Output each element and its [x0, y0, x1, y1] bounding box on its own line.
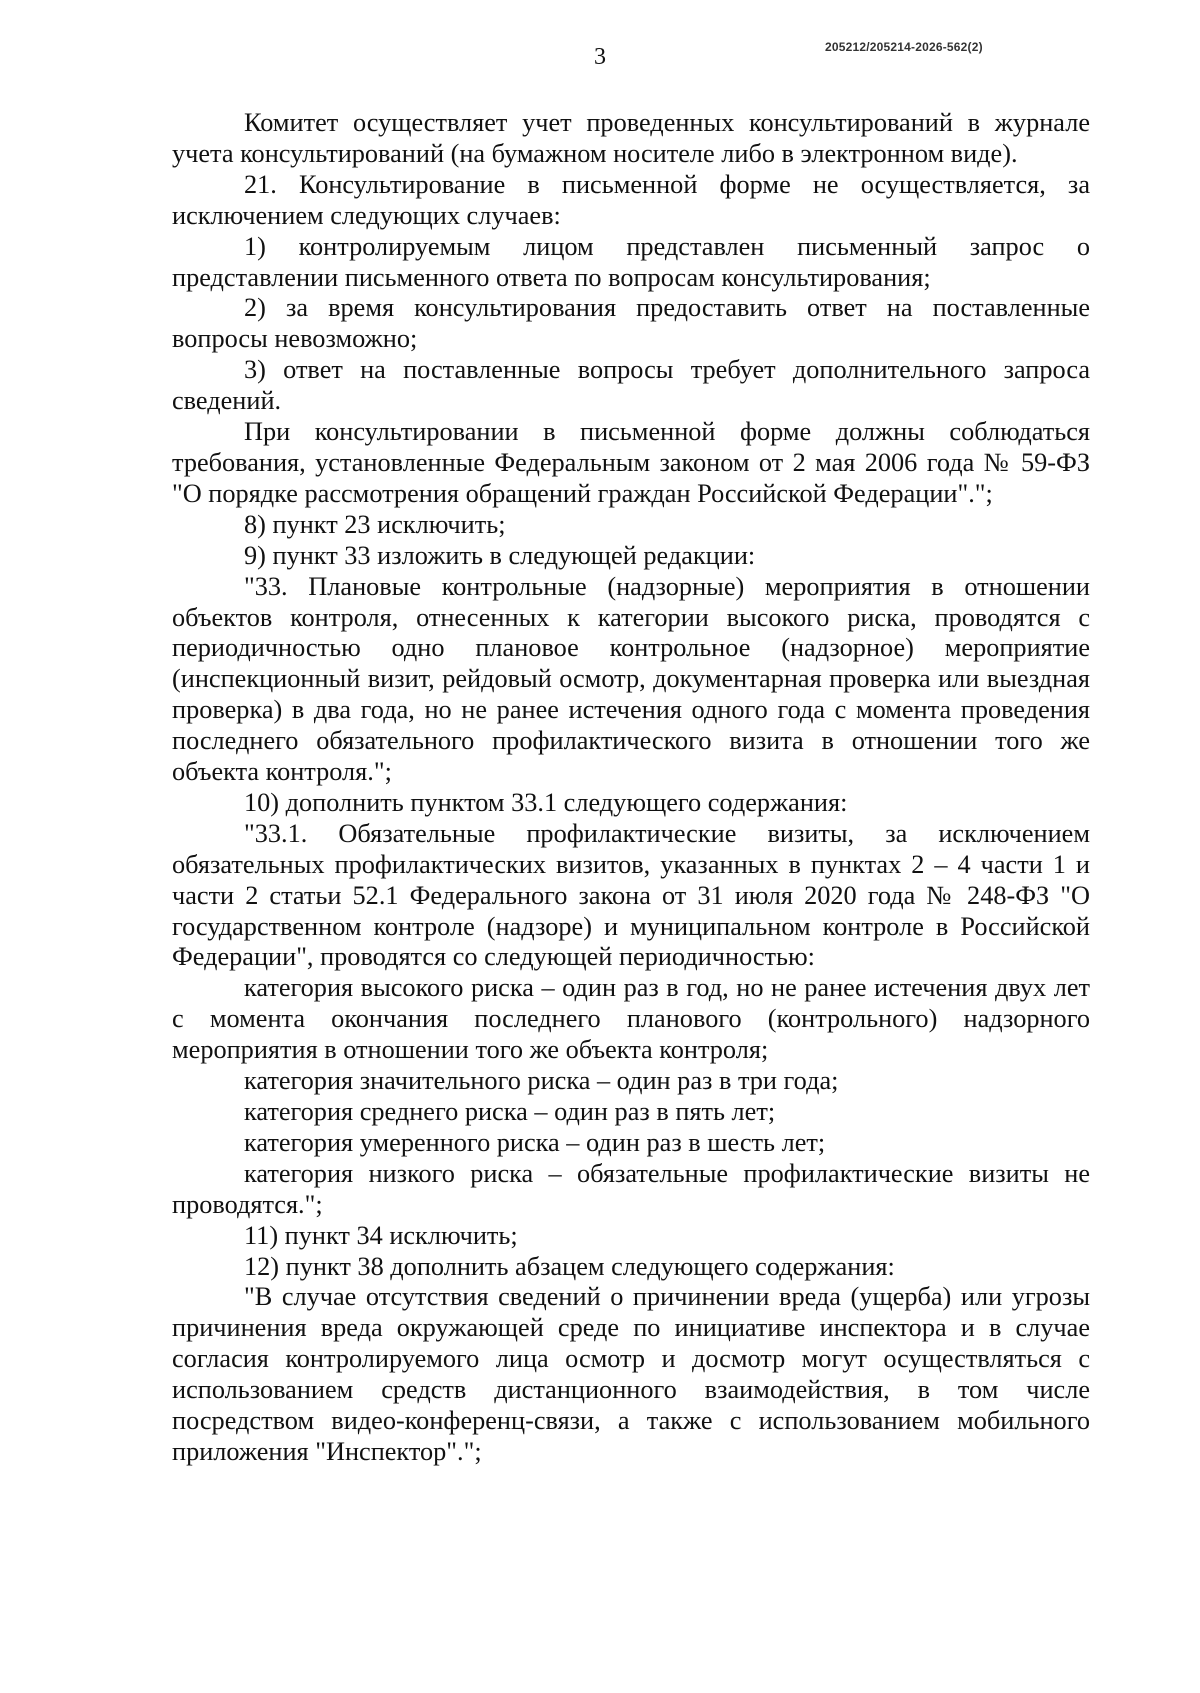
- paragraph: категория низкого риска – обязательные профилактические визиты не проводятся.";: [172, 1158, 1090, 1219]
- paragraph: 11) пункт 34 исключить;: [244, 1220, 518, 1250]
- paragraph: 12) пункт 38 дополнить абзацем следующего содержания:: [244, 1251, 895, 1281]
- document-registration-id: 205212/205214-2026-562(2): [825, 40, 983, 54]
- paragraph: 10) дополнить пунктом 33.1 следующего содержания:: [244, 787, 848, 817]
- paragraph: категория среднего риска – один раз в пять лет;: [244, 1097, 776, 1126]
- paragraph: категория умеренного риска – один раз в шесть лет;: [244, 1127, 826, 1157]
- paragraph: "В случае отсутствия сведений о причинении вреда (ущерба) или угрозы причинения вреда окружающей среде по инициативе инспектора и в случае согласия контролируемого лица осмотр и досмотр могут осуществляться с использованием средств дистанционного взаимодействия, в том числе посредством видео-конференц-связи, а также с использованием мобильного приложения "Инспектор".";: [172, 1282, 1090, 1466]
- paragraph: 9) пункт 33 изложить в следующей редакции:: [244, 540, 756, 570]
- paragraph: Комитет осуществляет учет проведенных консультирований в журнале учета консультирований (на бумажном носителе либо в электронном виде).: [172, 108, 1090, 168]
- paragraph: 8) пункт 23 исключить;: [244, 509, 506, 539]
- paragraph: При консультировании в письменной форме должны соблюдаться требования, установленные Федеральным законом от 2 мая 2006 года № 59-ФЗ "О порядке рассмотрения обращений граждан Российской Федерации".";: [172, 417, 1090, 508]
- document-body: [172, 108, 1090, 1468]
- paragraph: 2) за время консультирования предоставить ответ на поставленные вопросы невозможно;: [172, 293, 1090, 354]
- paragraph: "33.1. Обязательные профилактические визиты, за исключением обязательных профилактических визитов, указанных в пунктах 2 – 4 части 1 и части 2 статьи 52.1 Федерального закона от 31 июля 2020 года № 248-ФЗ "О государственном контроле (надзоре) и муниципальном контроле в Российской Федерации", проводятся со следующей периодичностью:: [172, 818, 1090, 972]
- paragraph: 3) ответ на поставленные вопросы требует дополнительного запроса сведений.: [172, 355, 1090, 416]
- paragraph: категория значительного риска – один раз в три года;: [244, 1066, 839, 1096]
- paragraph: "33. Плановые контрольные (надзорные) мероприятия в отношении объектов контроля, отнесенных к категории высокого риска, проводятся с периодичностью одно плановое контрольное (надзорное) мероприятие (инспекционный визит, рейдовый осмотр, документарная проверка или выездная проверка) в два года, но не ранее истечения одного года с момента проведения последнего обязательного профилактического визита в отношении того же объекта контроля.";: [172, 571, 1090, 787]
- paragraph: категория высокого риска – один раз в год, но не ранее истечения двух лет с момента окончания последнего планового (контрольного) надзорного мероприятия в отношении того же объекта контроля;: [172, 973, 1090, 1065]
- page-number: 3: [594, 44, 606, 70]
- paragraph: 1) контролируемым лицом представлен письменный запрос о представлении письменного ответа по вопросам консультирования;: [172, 231, 1090, 292]
- paragraph: 21. Консультирование в письменной форме не осуществляется, за исключением следующих случаев:: [172, 169, 1090, 230]
